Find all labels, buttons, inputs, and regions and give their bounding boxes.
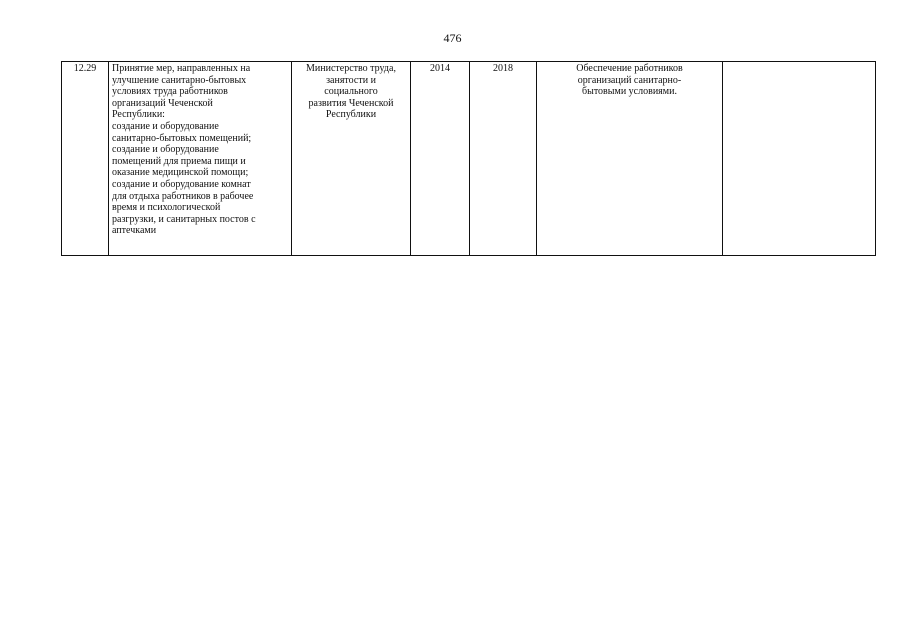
description-line: Республики: (112, 109, 165, 121)
executor-line: занятости и (326, 74, 376, 86)
executor-cell (292, 62, 411, 256)
table-row (62, 62, 876, 256)
end-year: 2018 (493, 63, 513, 74)
description-line: условиях труда работников (112, 86, 228, 98)
expected-result-cell (537, 62, 723, 256)
description-line: организаций Чеченской (112, 97, 213, 109)
result-line: организаций санитарно- (577, 74, 682, 86)
note-cell (723, 62, 876, 256)
start-year-cell (411, 62, 470, 256)
start-year: 2014 (430, 63, 450, 74)
description-line: создание и оборудование (112, 144, 219, 156)
description-line: оказание медицинской помощи; (112, 167, 249, 179)
row-number: 12.29 (73, 63, 97, 74)
executor-line: развития Чеченской (308, 97, 394, 109)
end-year-cell (470, 62, 537, 256)
description-line: создание и оборудование комнат (112, 178, 251, 190)
result-line: бытовыми условиями. (582, 86, 677, 98)
result-line: Обеспечение работников (576, 63, 683, 74)
description-line: аптечками (112, 225, 157, 237)
description-line: Принятие мер, направленных на (112, 63, 251, 74)
executor-line: Министерство труда, (306, 63, 396, 74)
executor-line: социального (324, 86, 378, 98)
executor-line: Республики (325, 109, 377, 121)
description-line: для отдыха работников в рабочее (112, 190, 254, 202)
description-line: помещений для приема пищи и (112, 155, 246, 167)
description-line: улучшение санитарно-бытовых (112, 74, 247, 86)
description-cell (109, 62, 292, 256)
description-line: создание и оборудование (112, 120, 219, 132)
description-line: санитарно-бытовых помещений; (112, 132, 252, 144)
row-number-cell (62, 62, 109, 256)
description-line: разгрузки, и санитарных постов с (112, 213, 256, 225)
page-number: 476 (443, 31, 462, 45)
program-table (61, 61, 876, 256)
description-line: время и психологической (112, 202, 221, 214)
